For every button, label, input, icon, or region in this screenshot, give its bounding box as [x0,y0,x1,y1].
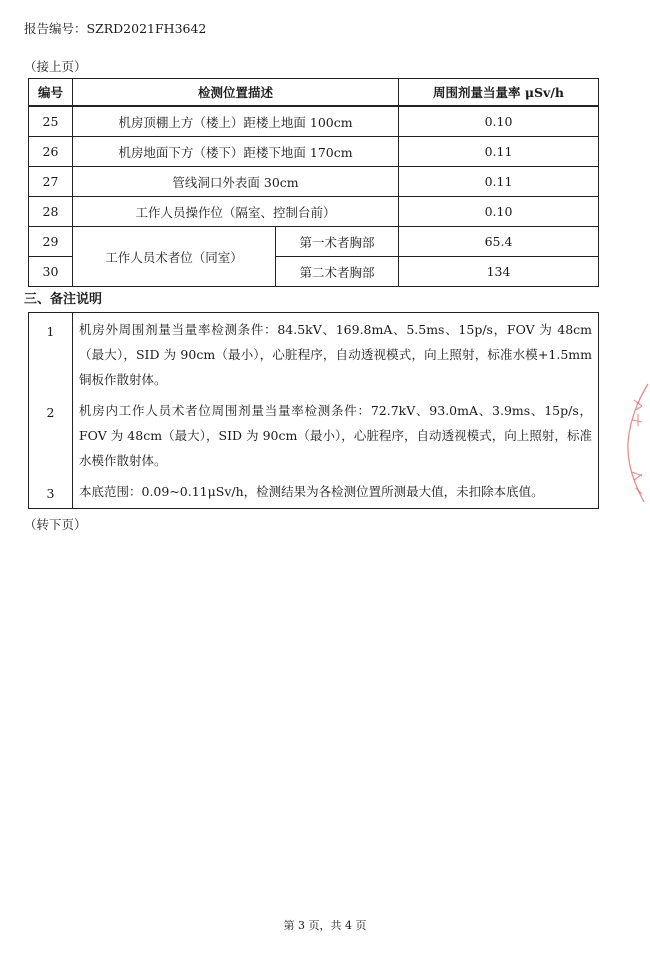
group-location: 工作人员术者位（同室） [73,227,276,287]
row-location: 机房地面下方（楼下）距楼下地面 170cm [73,137,399,167]
row-location: 管线洞口外表面 30cm [73,167,399,197]
notes-number-column [29,313,73,509]
row-id: 29 [29,227,73,257]
notes-row [29,313,599,509]
note-number: 1 [46,324,55,339]
row-location: 工作人员操作位（隔室、控制台前） [73,197,399,227]
row-value: 0.10 [399,106,599,137]
report-number: 报告编号：SZRD2021FH3642 [24,21,207,36]
continued-to-label: （转下页） [24,517,87,532]
note-number: 2 [46,405,55,420]
row-id: 30 [29,257,73,287]
row-id: 26 [29,137,73,167]
table-row [29,137,599,167]
col-header-location: 检测位置描述 [73,79,399,107]
note-text: 本底范围：0.09~0.11μSv/h，检测结果为各检测位置所测最大值，未扣除本底值。 [79,484,544,499]
row-value: 0.11 [399,137,599,167]
row-value: 0.11 [399,167,599,197]
col-header-id: 编号 [29,79,73,107]
note-number: 3 [46,486,55,501]
row-value: 134 [399,257,599,287]
col-header-dose-rate: 周围剂量当量率 μSv/h [399,79,599,107]
note-text: 机房外周围剂量当量率检测条件：84.5kV、169.8mA、5.5ms、15p/s，FOV 为 48cm（最大），SID 为 90cm（最小），心脏程序，自动透视模式，向上照射，标准水模+1.5mm 铜板作散射体。 [79,322,592,387]
table-row [29,197,599,227]
notes-body [73,313,599,509]
table-row [29,227,599,257]
notes-table [28,312,599,509]
row-sub-location: 第一术者胸部 [276,227,399,257]
row-id: 27 [29,167,73,197]
table-header-row [29,79,599,107]
row-id: 25 [29,106,73,137]
page-footer: 第 3 页，共 4 页 [283,919,367,932]
row-value: 0.10 [399,197,599,227]
continued-from-label: （接上页） [24,59,87,74]
notes-section-title: 三、备注说明 [24,292,103,307]
table-row [29,106,599,137]
table-row [29,167,599,197]
measurement-table [28,78,599,287]
row-location: 机房顶棚上方（楼上）距楼上地面 100cm [73,106,399,137]
row-id: 28 [29,197,73,227]
row-sub-location: 第二术者胸部 [276,257,399,287]
seal-stamp-fragment [620,380,650,520]
row-value: 65.4 [399,227,599,257]
note-text: 机房内工作人员术者位周围剂量当量率检测条件：72.7kV、93.0mA、3.9ms、15p/s，FOV 为 48cm（最大），SID 为 90cm（最小），心脏程序，自动透视模式，向上照射，标准水模作散射体。 [79,403,592,468]
